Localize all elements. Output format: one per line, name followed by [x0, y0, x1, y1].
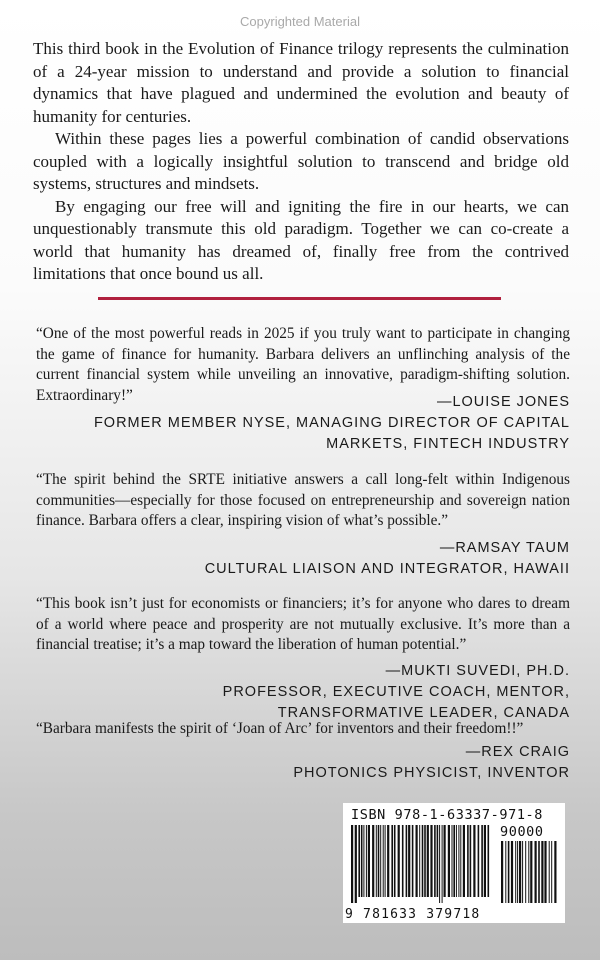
barcode-bar: [478, 825, 480, 897]
barcode-bar: [434, 825, 436, 897]
testimonial-attribution: [293, 742, 570, 784]
attribution-name: —LOUISE JONES: [436, 394, 570, 410]
barcode-bar: [427, 825, 429, 897]
addon-bar: [528, 841, 529, 903]
addon-bar: [554, 841, 556, 903]
addon-bar: [525, 841, 526, 903]
attribution-name: —MUKTI SUVEDI, PH.D.: [385, 663, 570, 679]
barcode-bar: [387, 825, 389, 897]
price-addon-code: 90000: [500, 824, 544, 840]
back-cover-blurb: [33, 38, 569, 286]
addon-bar: [544, 841, 546, 903]
quote-text: “The spirit behind the SRTE initiative answers a call long-felt within Indigenous communities—especially for those focused on entrepreneurship and sovereign nation finance. Barbara offers a clear, inspiring vision of what’s possible.”: [36, 471, 570, 529]
barcode-bar: [385, 825, 386, 897]
attribution-title: CULTURAL LIAISON AND INTEGRATOR, HAWAII: [204, 561, 570, 577]
addon-barcode-bars: [501, 841, 557, 905]
barcode-bar: [467, 825, 469, 897]
addon-bar: [501, 841, 503, 903]
barcode-bar: [456, 825, 457, 897]
barcode-bar: [470, 825, 472, 897]
barcode-bar: [378, 825, 380, 897]
testimonial-attribution: [223, 661, 570, 724]
barcode-bar: [383, 825, 384, 897]
blurb-paragraph: By engaging our free will and igniting the fire in our hearts, we can unquestionably transmute this old paradigm. Together we can co-create a world that humanity has dreamed of, finally free from the contrived limitations that once bound us all.: [33, 196, 569, 283]
barcode-bar: [408, 825, 410, 897]
barcode-bar: [460, 825, 461, 897]
blurb-paragraph: This third book in the Evolution of Finance trilogy represents the culmination of a 24-year mission to understand and provide a solution to financial dynamics that have plagued and undermined the evolution and beauty of humanity for centuries.: [33, 39, 569, 126]
barcode-bar: [439, 825, 440, 903]
addon-bar: [541, 841, 543, 903]
attribution-name: —REX CRAIG: [465, 744, 570, 760]
barcode-bar: [424, 825, 426, 897]
barcode-bar: [368, 825, 370, 897]
testimonial-quote: [36, 594, 570, 656]
barcode-bar: [488, 825, 490, 897]
barcode-bar: [448, 825, 450, 897]
barcode-bar: [412, 825, 414, 897]
barcode-bar: [419, 825, 420, 897]
quote-text: “One of the most powerful reads in 2025 if you truly want to participate in changing the game of finance for humanity. Barbara delivers an unflinching analysis of the current financial system while unveiling an innovative, paradigm-shifting solution. Extraordinary!”: [36, 325, 570, 404]
barcode-bar: [376, 825, 377, 897]
testimonial-attribution: [205, 538, 570, 580]
addon-bar: [508, 841, 510, 903]
blurb-paragraph: Within these pages lies a powerful combination of candid observations coupled with a logically insightful solution to transcend and bridge old systems, structures and mindsets.: [33, 129, 569, 193]
addon-bar: [522, 841, 523, 903]
barcode-bar: [394, 825, 396, 897]
addon-bar: [517, 841, 518, 903]
barcode-bar: [484, 825, 486, 897]
barcode-bar: [363, 825, 364, 897]
quote-text: “Barbara manifests the spirit of ‘Joan of Arc’ for inventors and their freedom!!”: [36, 720, 524, 737]
barcode-bar: [444, 825, 446, 897]
barcode-bar: [473, 825, 475, 897]
barcode-bar: [358, 825, 360, 897]
ean-barcode-bars: [351, 825, 491, 905]
attribution-title: MARKETS, FINTECH INDUSTRY: [326, 436, 570, 452]
barcode-bar: [351, 825, 353, 903]
barcode-bar: [366, 825, 367, 897]
addon-bar: [530, 841, 532, 903]
barcode-bar: [380, 825, 381, 897]
attribution-title: FORMER MEMBER NYSE, MANAGING DIRECTOR OF CAPITAL: [93, 415, 570, 431]
barcode-bar: [481, 825, 483, 897]
testimonial-attribution: [94, 392, 570, 455]
barcode-bar: [458, 825, 459, 897]
barcode-bar: [463, 825, 465, 897]
attribution-title: PHOTONICS PHYSICIST, INVENTOR: [293, 765, 570, 781]
barcode-bar: [355, 825, 357, 903]
isbn-barcode: [343, 803, 565, 923]
barcode-bar: [398, 825, 400, 897]
barcode-bar: [406, 825, 408, 897]
addon-bar: [551, 841, 552, 903]
barcode-bar: [422, 825, 424, 897]
divider-line: [98, 297, 501, 300]
attribution-name: —RAMSAY TAUM: [439, 540, 570, 556]
barcode-bar: [361, 825, 363, 897]
barcode-bar: [402, 825, 404, 897]
attribution-title: TRANSFORMATIVE LEADER, CANADA: [277, 705, 570, 721]
testimonial-quote: [36, 719, 570, 740]
barcode-bar: [453, 825, 455, 897]
attribution-title: PROFESSOR, EXECUTIVE COACH, MENTOR,: [222, 684, 570, 700]
addon-bar: [519, 841, 521, 903]
copyright-watermark-top: Copyrighted Material: [240, 14, 360, 29]
addon-bar: [511, 841, 513, 903]
addon-bar: [538, 841, 540, 903]
barcode-bar: [452, 825, 453, 897]
barcode-bar: [416, 825, 418, 897]
barcode-bar: [442, 825, 443, 903]
testimonial-quote: [36, 470, 570, 532]
quote-text: “This book isn’t just for economists or financiers; it’s for anyone who dares to dream of a world where peace and prosperity are not mutually exclusive. It’s more than a financial treatise; it’s a map toward the liberation of human potential.”: [36, 595, 570, 653]
barcode-bar: [437, 825, 439, 897]
barcode-bar: [372, 825, 374, 897]
addon-bar: [549, 841, 550, 903]
addon-bar: [505, 841, 506, 903]
barcode-bar: [430, 825, 432, 897]
isbn-number: ISBN 978-1-63337-971-8: [351, 807, 544, 823]
addon-bar: [515, 841, 516, 903]
barcode-bar: [391, 825, 393, 897]
addon-bar: [535, 841, 537, 903]
ean-digits: 9 781633 379718: [345, 907, 481, 922]
